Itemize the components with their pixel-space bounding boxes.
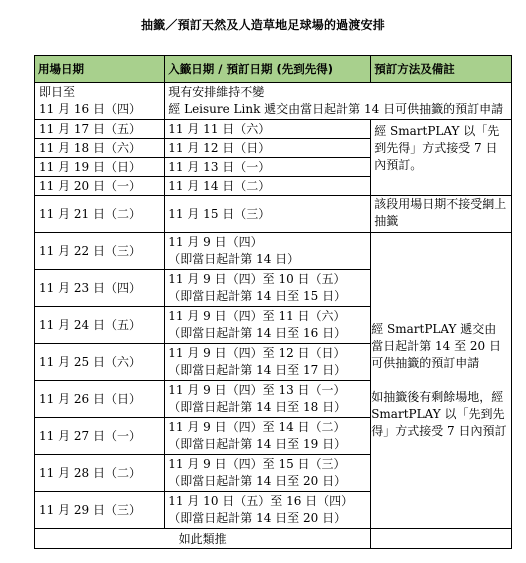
table-row: [35, 233, 512, 270]
remarks-text: 如抽籤後有剩餘場地，經 SmartPLAY 以「先到先得」方式接受 7 日內預訂: [371, 390, 507, 438]
usage-date-cell: 11 月 26 日（日）: [35, 381, 165, 418]
remarks-cell-first-come: [371, 120, 512, 196]
booking-date-cell: [165, 492, 371, 529]
booking-date-note: （即當日起計第 14 日至 15 日）: [168, 289, 347, 303]
usage-date-cell: 11 月 18 日（六）: [35, 139, 165, 158]
header-method-remarks: 預訂方法及備註: [371, 56, 512, 83]
table-header-row: [35, 56, 512, 83]
booking-date-line: 現有安排維持不變: [168, 85, 265, 99]
footer-text: 如此類推: [35, 529, 371, 549]
booking-date-note: （即當日起計第 14 日至 17 日）: [168, 363, 347, 377]
booking-date-line: 11 月 9 日（四）至 15 日（三）: [168, 457, 346, 471]
usage-date-cell: 11 月 29 日（三）: [35, 492, 165, 529]
header-draw-booking-date: 入籤日期 / 預訂日期 (先到先得): [165, 56, 371, 83]
usage-date-cell: 11 月 24 日（五）: [35, 307, 165, 344]
booking-date-cell: 11 月 12 日（日）: [165, 139, 371, 158]
table-footer-row: [35, 529, 512, 549]
booking-date-cell: [165, 381, 371, 418]
booking-date-cell: [165, 83, 512, 120]
booking-date-cell: [165, 307, 371, 344]
table-row: [35, 196, 512, 233]
usage-date-cell: 11 月 28 日（二）: [35, 455, 165, 492]
booking-date-line: 11 月 10 日（五）至 16 日（四）: [168, 494, 354, 508]
usage-date-cell: 11 月 20 日（一）: [35, 177, 165, 196]
usage-date-cell: 11 月 27 日（一）: [35, 418, 165, 455]
booking-date-note: （即當日起計第 14 日至 20 日）: [168, 511, 347, 525]
remarks-text: 經 SmartPLAY 遞交由當日起計第 14 至 20 日可供抽籤的預訂申請: [371, 322, 502, 370]
booking-date-line: 11 月 9 日（四）至 10 日（五）: [168, 272, 346, 286]
booking-date-cell: [165, 455, 371, 492]
booking-date-cell: [165, 233, 371, 270]
usage-date-cell: 11 月 17 日（五）: [35, 120, 165, 139]
usage-date-line: 11 月 16 日（四）: [39, 102, 141, 116]
usage-date-line: 即日至: [39, 85, 76, 99]
usage-date-cell: 11 月 25 日（六）: [35, 344, 165, 381]
document-title: 抽籤／預訂天然及人造草地足球場的過渡安排: [140, 18, 385, 32]
booking-date-line: 11 月 9 日（四）至 12 日（日）: [168, 346, 346, 360]
booking-date-line: 經 Leisure Link 遞交由當日起計第 14 日可供抽籤的預訂申請: [168, 102, 504, 116]
booking-date-cell: 11 月 11 日（六）: [165, 120, 371, 139]
booking-date-line: 11 月 9 日（四）: [168, 235, 263, 249]
booking-date-note: （即當日起計第 14 日至 19 日）: [168, 437, 347, 451]
booking-date-cell: [165, 418, 371, 455]
usage-date-cell: 11 月 22 日（三）: [35, 233, 165, 270]
remarks-text: 該段用場日期不接受網上抽籤: [374, 197, 507, 228]
booking-date-cell: [165, 270, 371, 307]
booking-date-cell: [165, 344, 371, 381]
booking-date-line: 11 月 9 日（四）至 14 日（二）: [168, 420, 346, 434]
booking-arrangement-table: [34, 55, 512, 549]
booking-date-cell: 11 月 15 日（三）: [165, 196, 371, 233]
booking-date-note: （即當日起計第 14 日至 16 日）: [168, 326, 347, 340]
booking-date-line: 11 月 9 日（四）至 13 日（一）: [168, 383, 346, 397]
booking-date-cell: 11 月 14 日（二）: [165, 177, 371, 196]
usage-date-cell: 11 月 19 日（日）: [35, 158, 165, 177]
table-row: [35, 120, 512, 139]
remarks-text: 經 SmartPLAY 以「先到先得」方式接受 7 日內預訂。: [374, 124, 500, 172]
usage-date-cell: [35, 83, 165, 120]
booking-date-cell: 11 月 13 日（一）: [165, 158, 371, 177]
booking-date-note: （即當日起計第 14 日）: [168, 252, 300, 266]
booking-date-line: 11 月 9 日（四）至 11 日（六）: [168, 309, 346, 323]
usage-date-cell: 11 月 21 日（二）: [35, 196, 165, 233]
booking-date-note: （即當日起計第 14 日至 18 日）: [168, 400, 347, 414]
table-row: [35, 83, 512, 120]
footer-empty-cell: [371, 529, 512, 549]
remarks-cell-no-online-draw: [371, 196, 512, 233]
remarks-cell-draw: [371, 233, 512, 529]
header-usage-date: 用場日期: [35, 56, 165, 83]
booking-date-note: （即當日起計第 14 日至 20 日）: [168, 474, 347, 488]
usage-date-cell: 11 月 23 日（四）: [35, 270, 165, 307]
